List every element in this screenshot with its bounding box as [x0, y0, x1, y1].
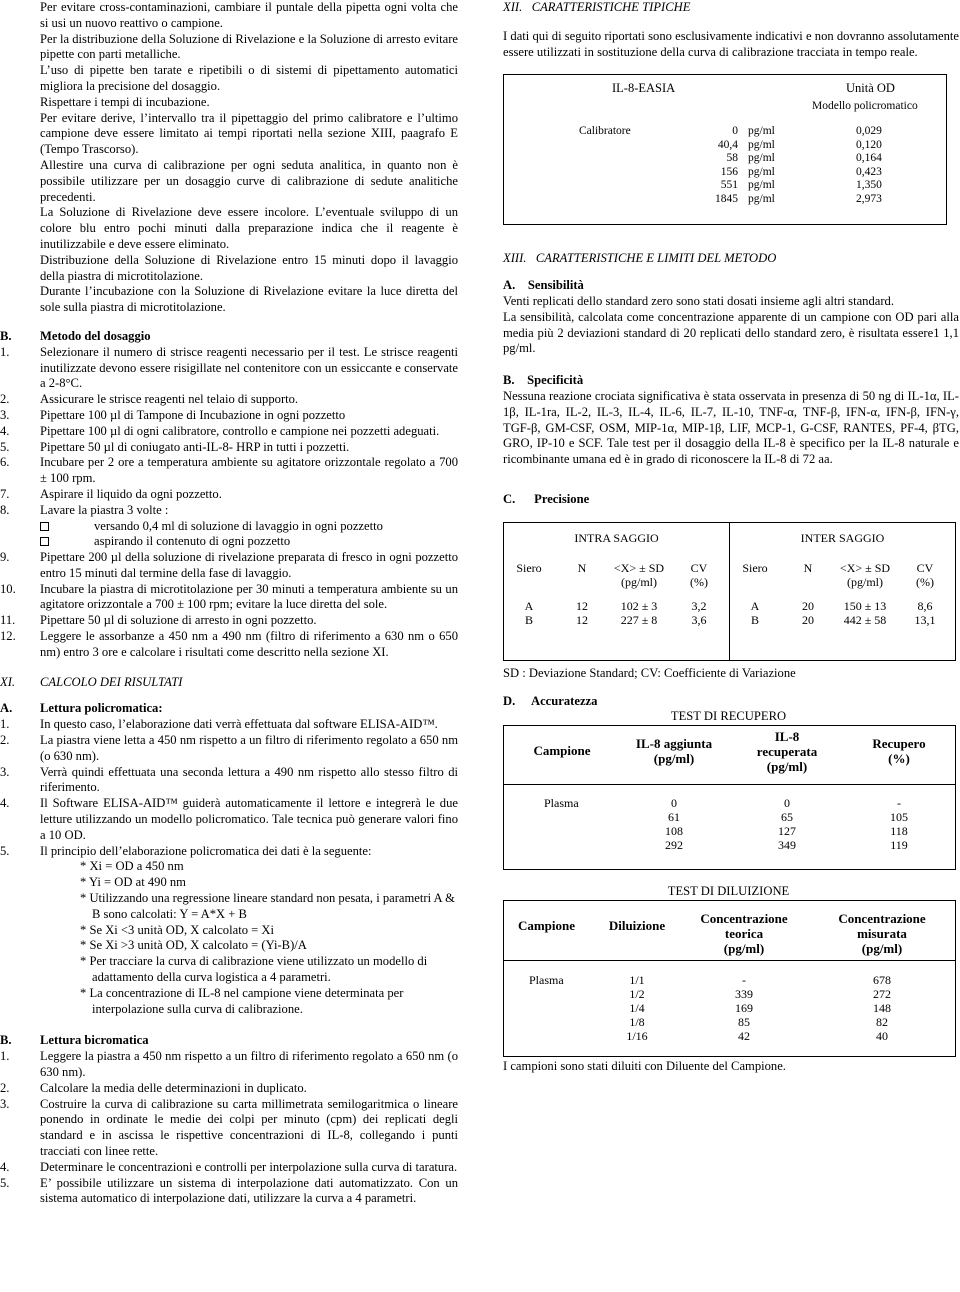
- recovery-cell: 61: [668, 810, 680, 825]
- step-number: 3.: [0, 1096, 10, 1111]
- dilution-cell: -: [742, 972, 746, 987]
- numbered-step: [0, 1175, 458, 1208]
- numbered-step: [0, 344, 458, 392]
- precision-cell: 3,6: [691, 612, 707, 627]
- step-number: 3.: [0, 407, 10, 422]
- precision-cell: 102 ± 3: [620, 598, 658, 613]
- step-number: 8.: [0, 502, 10, 517]
- dilution-cell: 1/1: [629, 972, 645, 987]
- precision-cell: 13,1: [914, 612, 936, 627]
- numbered-step: [0, 392, 458, 408]
- step-number: 1.: [0, 717, 10, 732]
- table-header: Modello policromatico: [812, 100, 918, 113]
- step-text: Lavare la piastra 3 volte :: [40, 502, 169, 517]
- dilution-cell: 85: [738, 1014, 750, 1029]
- step-number: 7.: [0, 486, 10, 501]
- step-text: In questo caso, l’elaborazione dati verrà effettuata dal software ELISA-AID™.: [40, 717, 438, 732]
- step-number: 4.: [0, 423, 10, 438]
- step-number: 2.: [0, 1080, 10, 1095]
- numbered-step: [0, 1096, 458, 1160]
- precaution-item: La Soluzione di Rivelazione deve essere incolore. L’eventuale sviluppo di un colore blu entro pochi minuti dalla preparazione indica che il reagente è inutilizzabile e deve essere eliminato.: [40, 205, 458, 251]
- step-text: Pipettare 100 µl di Tampone di Incubazione in ogni pozzetto: [40, 407, 346, 422]
- numbered-step: [0, 796, 458, 843]
- numbered-step: [0, 1080, 458, 1097]
- numbered-step: [0, 613, 458, 629]
- step-number: 1.: [0, 1049, 10, 1064]
- numbered-step: [0, 733, 458, 765]
- recovery-col-header: IL-8 aggiunta (pg/ml): [635, 736, 713, 767]
- section-xi-heading: XI. CALCOLO DEI RISULTATI: [0, 674, 183, 689]
- step-number: 1.: [0, 344, 10, 359]
- dilution-cell: 148: [873, 1000, 891, 1015]
- unit-value: pg/ml: [748, 152, 775, 165]
- dilution-cell: 339: [735, 986, 753, 1001]
- wash-substeps: [40, 519, 458, 551]
- step-text: Incubare la piastra di microtitolazione per 30 minuti a temperatura ambiente su un agitatore orizzontale a 700 ± 100 rpm; evitare la luce diretta del sole.: [40, 581, 458, 612]
- dilution-col-header: Concentrazione misurata (pg/ml): [838, 910, 926, 956]
- table-header: IL-8-EASIA: [612, 81, 676, 96]
- step-text: Il Software ELISA-AID™ guiderà automaticamente il lettore e integrerà le due letture utilizzando un modello policromatico. Tale tecnica può generare valori fino a 10 OD.: [40, 796, 458, 842]
- dilution-cell: 169: [735, 1000, 753, 1015]
- dilution-cell: 40: [876, 1028, 888, 1043]
- recovery-col-header: Recupero (%): [872, 736, 926, 767]
- sens-heading: A. Sensibilità: [503, 278, 584, 293]
- recovery-cell: 349: [778, 838, 796, 853]
- unit-value: pg/ml: [748, 125, 775, 138]
- square-bullet-icon: [40, 537, 49, 546]
- formula-line: * Se Xi <3 unità OD, X calcolato = Xi: [80, 922, 274, 937]
- dilution-col-header: Campione: [517, 917, 576, 933]
- od-value: 0,423: [856, 165, 882, 178]
- numbered-step: [0, 486, 458, 503]
- od-value: 0,120: [856, 138, 882, 151]
- precaution-item: L’uso di pipette ben tarate e ripetibili o di sistemi di pipettamento automatici migliora la precisione del dosaggio.: [40, 63, 458, 93]
- step-number: 5.: [0, 1175, 10, 1190]
- precision-col-header: N: [577, 560, 587, 575]
- precision-col-header: CV (%): [916, 560, 934, 589]
- conc-value: 40,4: [717, 138, 738, 151]
- dilution-headers: [504, 904, 955, 961]
- od-value: 2,973: [856, 192, 882, 205]
- formula-line: * Se Xi >3 unità OD, X calcolato = (Yi-B)/A: [80, 938, 307, 953]
- recovery-cell: 292: [665, 838, 683, 853]
- right-column: [503, 0, 959, 1075]
- recovery-cell: 119: [890, 838, 908, 853]
- step-text: Costruire la curva di calibrazione su carta millimetrata semilogaritmica o lineare ponendo in ordinate le medie dei colpi per minuto (cpm) dei replicati degli standard e in ascissa le rispettive concentrazioni di IL-8, collegando i punti tracciati con linee rette.: [40, 1096, 458, 1158]
- typical-od-table: [503, 74, 947, 225]
- step-number: 10.: [0, 581, 16, 596]
- od-value: 1,350: [856, 179, 882, 192]
- spec-text: Nessuna reazione crociata significativa è stata osservata in presenza di 50 ng di IL-1α, IL-1β, IL-1ra, IL-2, IL-3, IL-4, IL-6, IL-7, IL-10, TNF-α, TNF-β, IFN-α, IFN-β, IFN-γ, TGF-β, GM-CSF, OSM, MIP-1α, MIP-1β, LIF, MCP-1, G-CSF, RANTES, PF-4, βTG, GRO, IP-10 e SCF. Tale test per il dosaggio della IL-8 è specifico per la IL-8 naturale e ricombinante umana ed è in grado di riconoscere la IL-8 di 72 aa.: [503, 388, 959, 467]
- unit-value: pg/ml: [748, 179, 775, 192]
- recovery-cell: 105: [890, 810, 908, 825]
- step-number: 2.: [0, 733, 10, 748]
- recovery-cell: 0: [671, 796, 677, 811]
- dilution-caption: TEST DI DILUIZIONE: [667, 884, 790, 899]
- step-number: 3.: [0, 764, 10, 779]
- numbered-step: [0, 407, 458, 424]
- step-number: 11.: [0, 613, 16, 628]
- precision-cell: 8,6: [917, 598, 933, 613]
- wash-substep: [40, 534, 458, 550]
- od-column: [856, 125, 882, 206]
- dilution-table: [503, 900, 956, 1057]
- unit-column: [748, 125, 775, 206]
- numbered-step: [0, 550, 458, 582]
- formula-line: * La concentrazione di IL-8 nel campione viene determinata per interpolazione sulla curva di calibrazione.: [80, 985, 404, 1016]
- conc-value: 0: [732, 125, 738, 138]
- recovery-cell: 127: [778, 824, 796, 839]
- unit-value: pg/ml: [748, 165, 775, 178]
- dilution-note: I campioni sono stati diluiti con Diluente del Campione.: [503, 1058, 786, 1073]
- recovery-table: [503, 725, 956, 870]
- sens-text-2: La sensibilità, calcolata come concentrazione apparente di un campione con OD pari alla media più 2 deviazioni standard di 20 replicati dello standard zero, è risultata essere1 1,1 pg/ml.: [503, 309, 959, 356]
- dilution-cell: 1/16: [626, 1028, 648, 1043]
- sd-note: SD : Deviazione Standard; CV: Coefficiente di Variazione: [503, 665, 796, 680]
- square-bullet-icon: [40, 522, 49, 531]
- step-text: Assicurare le strisce reagenti nel telaio di supporto.: [40, 392, 299, 407]
- precaution-item: Durante l’incubazione con la Soluzione di Rivelazione evitare la luce diretta del sole sulla piastra di microtitolazione.: [40, 284, 458, 315]
- precision-cell: A: [524, 598, 534, 613]
- numbered-step: [0, 764, 458, 797]
- section-xii-heading: XII. CARATTERISTICHE TIPICHE: [503, 0, 691, 14]
- step-number: 2.: [0, 392, 10, 407]
- step-text: Determinare le concentrazioni e controlli per interpolazione sulla curva di taratura.: [40, 1159, 458, 1174]
- precision-col-header: CV (%): [690, 560, 708, 589]
- poly-heading: A. Lettura policromatica:: [0, 701, 163, 716]
- poly-steps: [0, 717, 458, 859]
- substep-text: versando 0,4 ml di soluzione di lavaggio in ogni pozzetto: [94, 518, 383, 533]
- left-column: [0, 0, 458, 1207]
- step-text: Pipettare 200 µl della soluzione di rivelazione preparata di fresco in ogni pozzetto entro 15 minuti dal termine della fase di lavaggio.: [40, 550, 458, 580]
- section-xiii-heading: XIII. CARATTERISTICHE E LIMITI DEL METODO: [503, 251, 777, 266]
- precision-cell: 3,2: [691, 598, 707, 613]
- precision-cell: A: [750, 598, 760, 613]
- step-text: Verrà quindi effettuata una seconda lettura a 490 nm rispetto allo stesso filtro di riferimento.: [40, 764, 458, 795]
- spec-heading: B. Specificità: [503, 373, 584, 388]
- precision-cell: 150 ± 13: [843, 598, 887, 613]
- precaution-item: Per evitare derive, l’intervallo tra il pipettaggio del primo calibratore e l’ultimo campione deve essere limitato ai tempi riportati nella sezione XIII, paagrafo E (Tempo Trascorso).: [40, 110, 458, 157]
- conc-value: 551: [720, 179, 738, 192]
- step-text: Leggere la piastra a 450 nm rispetto a un filtro di riferimento regolato a 650 nm (o 630 nm).: [40, 1049, 458, 1079]
- method-steps-cont: [0, 550, 458, 661]
- bi-heading: B. Lettura bicromatica: [0, 1033, 149, 1048]
- conc-column: [684, 125, 738, 206]
- dilution-col-header: Diluizione: [608, 917, 666, 933]
- step-number: 5.: [0, 843, 10, 858]
- step-number: 6.: [0, 455, 10, 470]
- precaution-item: Per evitare cross-contaminazioni, cambiare il puntale della pipetta ogni volta che si usi un nuovo reattivo o campione.: [40, 0, 458, 30]
- dilution-cell: 1/4: [629, 1000, 645, 1015]
- step-number: 12.: [0, 629, 16, 644]
- dilution-cell: 1/8: [629, 1014, 645, 1029]
- precaution-item: Rispettare i tempi di incubazione.: [40, 94, 210, 109]
- precision-cell: B: [524, 612, 533, 627]
- method-steps: [0, 344, 458, 519]
- dilution-col-header: Concentrazione teorica (pg/ml): [700, 910, 788, 956]
- precaution-item: Distribuzione della Soluzione di Rivelazione entro 15 minuti dopo il lavaggio della piastra di microtitolazione.: [40, 252, 458, 283]
- precision-col-header: Siero: [516, 560, 542, 575]
- table-header: Unità OD: [846, 81, 895, 96]
- precision-cell: 227 ± 8: [620, 612, 658, 627]
- conc-value: 58: [726, 152, 738, 165]
- numbered-step: [0, 717, 458, 733]
- recovery-cell: 118: [890, 824, 908, 839]
- poly-substeps: [40, 859, 458, 1017]
- step-text: Il principio dell’elaborazione policromatica dei dati è la seguente:: [40, 843, 372, 858]
- step-number: 9.: [0, 550, 10, 565]
- numbered-step: [0, 843, 458, 860]
- xii-text: I dati qui di seguito riportati sono esclusivamente indicativi e non dovranno assolutamente essere utilizzati in sostituzione della curva di calibrazione tracciata in tempo reale.: [503, 28, 959, 59]
- wash-substep: [40, 519, 458, 535]
- prec-heading: C. Precisione: [503, 491, 590, 506]
- precision-cell: 20: [802, 598, 814, 613]
- step-number: 4.: [0, 1159, 10, 1174]
- precision-cell: 442 ± 58: [843, 612, 887, 627]
- dilution-cell: 42: [738, 1028, 750, 1043]
- numbered-step: [0, 581, 458, 614]
- precision-col-header: Siero: [742, 560, 768, 575]
- formula-line: * Utilizzando una regressione lineare standard non pesata, i parametri A & B sono calcolati: Y = A*X + B: [80, 891, 455, 921]
- bi-steps: [0, 1049, 458, 1207]
- step-text: Pipettare 100 µl di ogni calibratore, controllo e campione nei pozzetti adeguati.: [40, 423, 440, 438]
- precision-cell: 12: [576, 612, 588, 627]
- step-number: 4.: [0, 796, 10, 811]
- step-text: Pipettare 50 µl di soluzione di arresto in ogni pozzetto.: [40, 613, 317, 628]
- acc-heading: D. Accuratezza: [503, 693, 598, 708]
- recovery-cell: -: [897, 796, 901, 811]
- conc-value: 1845: [715, 192, 738, 205]
- unit-value: pg/ml: [748, 192, 775, 205]
- formula-line: * Per tracciare la curva di calibrazione viene utilizzato un modello di adattamento della curva logistica a 4 parametri.: [80, 954, 428, 985]
- precaution-item: Allestire una curva di calibrazione per ogni seduta analitica, in quanto non è possibile utilizzare per un dosaggio curve di calibrazione di sedute analitiche precedenti.: [40, 157, 458, 204]
- formula-line: * Xi = OD a 450 nm: [80, 859, 184, 874]
- unit-value: pg/ml: [748, 138, 775, 151]
- precision-col-header: <X> ± SD (pg/ml): [839, 560, 891, 589]
- od-value: 0,029: [856, 125, 882, 138]
- step-text: Aspirare il liquido da ogni pozzetto.: [40, 486, 222, 501]
- recovery-cell: 108: [665, 824, 683, 839]
- dilution-cell: 82: [876, 1014, 888, 1029]
- precision-col-header: <X> ± SD (pg/ml): [613, 560, 665, 589]
- inter-header: INTER SAGGIO: [800, 530, 885, 545]
- precision-cell: 20: [802, 612, 814, 627]
- recovery-sample: Plasma: [544, 796, 579, 811]
- precision-table: [503, 522, 956, 661]
- substep-text: aspirando il contenuto di ogni pozzetto: [94, 534, 291, 549]
- dilution-sample: Plasma: [529, 972, 564, 987]
- dilution-cell: 272: [873, 986, 891, 1001]
- numbered-step: [0, 502, 458, 519]
- precision-cell: B: [750, 612, 759, 627]
- step-text: Selezionare il numero di strisce reagenti necessario per il test. Le strisce reagenti inutilizzate devono essere risigillate nel contenitore con un essiccante e conservate a 2-8°C.: [40, 344, 458, 391]
- recovery-headers: [504, 729, 955, 785]
- method-heading: B. Metodo del dosaggio: [0, 328, 151, 343]
- step-text: La piastra viene letta a 450 nm rispetto a un filtro di riferimento regolato a 650 nm (o 630 nm).: [40, 733, 458, 763]
- step-text: Calcolare la media delle determinazioni in duplicato.: [40, 1080, 307, 1095]
- numbered-step: [0, 455, 458, 487]
- recovery-cell: 0: [784, 796, 790, 811]
- numbered-step: [0, 439, 458, 456]
- intra-header: INTRA SAGGIO: [574, 530, 659, 545]
- step-number: 5.: [0, 439, 10, 454]
- recovery-cell: 65: [781, 810, 793, 825]
- sens-text-1: Venti replicati dello standard zero sono stati dosati insieme agli altri standard.: [503, 293, 894, 308]
- precautions-list: [40, 0, 458, 316]
- precision-col-header: N: [803, 560, 813, 575]
- step-text: Leggere le assorbanze a 450 nm a 490 nm (filtro di riferimento a 630 nm o 650 nm) entro 3 ore e calcolare i risultati come descritto nella sezione XI.: [40, 629, 458, 659]
- numbered-step: [0, 629, 458, 661]
- numbered-step: [0, 423, 458, 440]
- conc-value: 156: [720, 165, 738, 178]
- step-text: Pipettare 50 µl di coniugato anti-IL-8- HRP in tutti i pozzetti.: [40, 439, 350, 454]
- dilution-cell: 1/2: [629, 986, 645, 1001]
- row-label: Calibratore: [579, 125, 631, 138]
- step-text: E’ possibile utilizzare un sistema di interpolazione dati automatizzato. Con un sistema automatico di interpolazione dati, utilizzare la curva a 4 parametri.: [40, 1175, 458, 1206]
- recovery-col-header: Campione: [533, 743, 591, 759]
- od-value: 0,164: [856, 152, 882, 165]
- numbered-step: [0, 1049, 458, 1081]
- recovery-caption: TEST DI RECUPERO: [670, 709, 787, 724]
- dilution-cell: 678: [873, 972, 891, 987]
- recovery-col-header: IL-8 recuperata (pg/ml): [756, 729, 818, 775]
- precaution-item: Per la distribuzione della Soluzione di Rivelazione e la Soluzione di arresto evitare pipette con parti metalliche.: [40, 31, 458, 62]
- step-text: Incubare per 2 ore a temperatura ambiente su agitatore orizzontale regolato a 700 ± 100 rpm.: [40, 455, 458, 486]
- numbered-step: [0, 1159, 458, 1176]
- precision-cell: 12: [576, 598, 588, 613]
- formula-line: * Yi = OD at 490 nm: [80, 875, 186, 890]
